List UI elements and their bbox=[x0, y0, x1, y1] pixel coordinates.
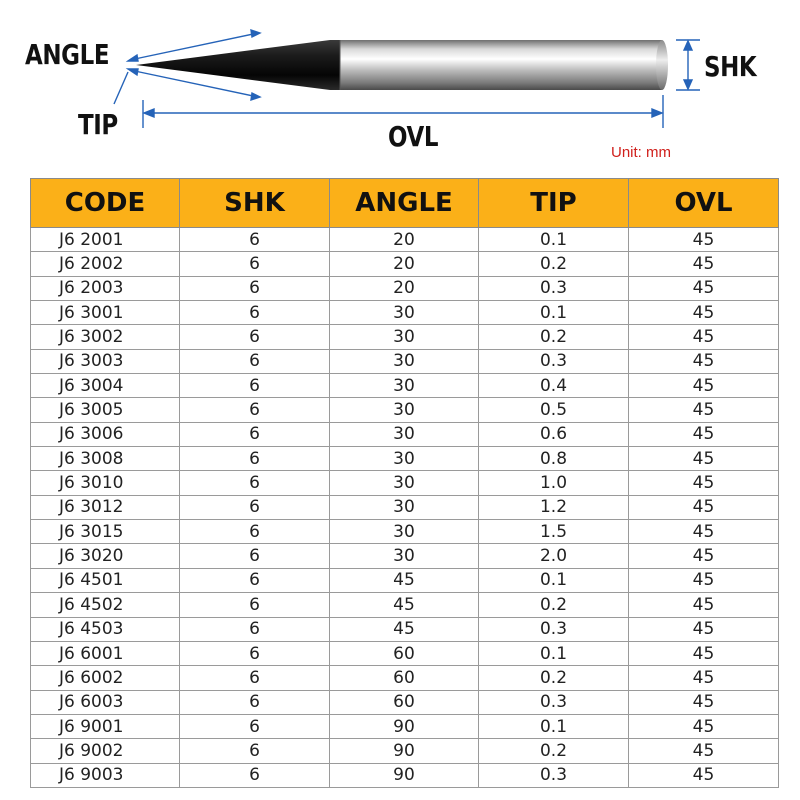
cell-code: J6 3002 bbox=[31, 325, 180, 349]
cell-shk: 6 bbox=[180, 495, 330, 519]
column-header-tip: TIP bbox=[479, 179, 629, 228]
cell-shk: 6 bbox=[180, 398, 330, 422]
cell-ovl: 45 bbox=[629, 641, 779, 665]
tip-label: TIP bbox=[78, 108, 118, 141]
cell-shk: 6 bbox=[180, 520, 330, 544]
shk-label: SHK bbox=[704, 50, 757, 83]
column-header-shk: SHK bbox=[180, 179, 330, 228]
table-row bbox=[31, 252, 779, 276]
cell-tip: 0.3 bbox=[479, 763, 629, 787]
cell-shk: 6 bbox=[180, 568, 330, 592]
table-row bbox=[31, 690, 779, 714]
cell-code: J6 3012 bbox=[31, 495, 180, 519]
cell-code: J6 3006 bbox=[31, 422, 180, 446]
cell-tip: 0.2 bbox=[479, 325, 629, 349]
cell-ovl: 45 bbox=[629, 349, 779, 373]
cell-tip: 0.3 bbox=[479, 690, 629, 714]
cell-code: J6 3020 bbox=[31, 544, 180, 568]
table-header-row bbox=[31, 179, 779, 228]
table-row bbox=[31, 276, 779, 300]
column-header-angle: ANGLE bbox=[330, 179, 479, 228]
cell-shk: 6 bbox=[180, 374, 330, 398]
cell-shk: 6 bbox=[180, 763, 330, 787]
cell-tip: 0.3 bbox=[479, 617, 629, 641]
cell-ovl: 45 bbox=[629, 495, 779, 519]
cell-shk: 6 bbox=[180, 544, 330, 568]
cell-code: J6 6001 bbox=[31, 641, 180, 665]
table-row bbox=[31, 471, 779, 495]
cell-angle: 30 bbox=[330, 544, 479, 568]
cell-tip: 1.5 bbox=[479, 520, 629, 544]
cell-tip: 0.1 bbox=[479, 641, 629, 665]
cell-code: J6 6003 bbox=[31, 690, 180, 714]
cell-ovl: 45 bbox=[629, 690, 779, 714]
cell-code: J6 3005 bbox=[31, 398, 180, 422]
cell-ovl: 45 bbox=[629, 252, 779, 276]
cell-tip: 0.1 bbox=[479, 301, 629, 325]
cell-ovl: 45 bbox=[629, 593, 779, 617]
cell-angle: 90 bbox=[330, 763, 479, 787]
cell-shk: 6 bbox=[180, 617, 330, 641]
cell-tip: 1.2 bbox=[479, 495, 629, 519]
cell-shk: 6 bbox=[180, 422, 330, 446]
cell-ovl: 45 bbox=[629, 568, 779, 592]
cell-angle: 30 bbox=[330, 349, 479, 373]
cell-tip: 0.6 bbox=[479, 422, 629, 446]
cell-angle: 45 bbox=[330, 617, 479, 641]
cell-shk: 6 bbox=[180, 349, 330, 373]
cell-angle: 45 bbox=[330, 568, 479, 592]
spec-table bbox=[30, 178, 779, 788]
table-row bbox=[31, 544, 779, 568]
cell-code: J6 3001 bbox=[31, 301, 180, 325]
cell-angle: 30 bbox=[330, 374, 479, 398]
table-row bbox=[31, 568, 779, 592]
cell-code: J6 2003 bbox=[31, 276, 180, 300]
cell-ovl: 45 bbox=[629, 544, 779, 568]
cell-ovl: 45 bbox=[629, 666, 779, 690]
cell-code: J6 3015 bbox=[31, 520, 180, 544]
cell-shk: 6 bbox=[180, 301, 330, 325]
table-row bbox=[31, 714, 779, 738]
table-row bbox=[31, 593, 779, 617]
cell-code: J6 3003 bbox=[31, 349, 180, 373]
cell-code: J6 4503 bbox=[31, 617, 180, 641]
table-row bbox=[31, 447, 779, 471]
cell-ovl: 45 bbox=[629, 447, 779, 471]
cell-tip: 0.1 bbox=[479, 228, 629, 252]
column-header-ovl: OVL bbox=[629, 179, 779, 228]
cell-shk: 6 bbox=[180, 471, 330, 495]
cell-code: J6 2002 bbox=[31, 252, 180, 276]
cell-ovl: 45 bbox=[629, 714, 779, 738]
table-row bbox=[31, 739, 779, 763]
cell-angle: 20 bbox=[330, 252, 479, 276]
cell-code: J6 3008 bbox=[31, 447, 180, 471]
cell-tip: 0.2 bbox=[479, 666, 629, 690]
table-row bbox=[31, 374, 779, 398]
table-row bbox=[31, 228, 779, 252]
cell-angle: 30 bbox=[330, 447, 479, 471]
cell-tip: 0.3 bbox=[479, 349, 629, 373]
cell-ovl: 45 bbox=[629, 471, 779, 495]
cell-tip: 0.5 bbox=[479, 398, 629, 422]
cell-shk: 6 bbox=[180, 276, 330, 300]
cell-ovl: 45 bbox=[629, 422, 779, 446]
table-row bbox=[31, 422, 779, 446]
cell-ovl: 45 bbox=[629, 301, 779, 325]
cell-ovl: 45 bbox=[629, 617, 779, 641]
cell-tip: 0.1 bbox=[479, 714, 629, 738]
table-row bbox=[31, 495, 779, 519]
cell-tip: 0.3 bbox=[479, 276, 629, 300]
tool-diagram bbox=[0, 0, 800, 172]
table-row bbox=[31, 301, 779, 325]
table-row bbox=[31, 520, 779, 544]
cell-shk: 6 bbox=[180, 666, 330, 690]
cell-shk: 6 bbox=[180, 325, 330, 349]
ovl-label: OVL bbox=[388, 120, 439, 153]
cell-ovl: 45 bbox=[629, 398, 779, 422]
cell-code: J6 2001 bbox=[31, 228, 180, 252]
cell-tip: 0.8 bbox=[479, 447, 629, 471]
cell-shk: 6 bbox=[180, 714, 330, 738]
table-row bbox=[31, 617, 779, 641]
cell-angle: 30 bbox=[330, 301, 479, 325]
cell-angle: 60 bbox=[330, 690, 479, 714]
cell-shk: 6 bbox=[180, 690, 330, 714]
cell-ovl: 45 bbox=[629, 520, 779, 544]
cell-code: J6 4501 bbox=[31, 568, 180, 592]
cell-angle: 20 bbox=[330, 228, 479, 252]
cell-tip: 0.2 bbox=[479, 252, 629, 276]
cell-angle: 30 bbox=[330, 325, 479, 349]
cell-tip: 0.2 bbox=[479, 593, 629, 617]
cell-code: J6 9001 bbox=[31, 714, 180, 738]
cell-code: J6 9002 bbox=[31, 739, 180, 763]
angle-label: ANGLE bbox=[25, 38, 110, 71]
cell-ovl: 45 bbox=[629, 374, 779, 398]
cell-code: J6 9003 bbox=[31, 763, 180, 787]
cell-code: J6 6002 bbox=[31, 666, 180, 690]
cell-shk: 6 bbox=[180, 641, 330, 665]
table-row bbox=[31, 641, 779, 665]
table-row bbox=[31, 349, 779, 373]
cell-angle: 30 bbox=[330, 495, 479, 519]
cell-angle: 30 bbox=[330, 520, 479, 544]
cell-shk: 6 bbox=[180, 228, 330, 252]
table-row bbox=[31, 763, 779, 787]
cell-angle: 45 bbox=[330, 593, 479, 617]
cell-ovl: 45 bbox=[629, 739, 779, 763]
table-row bbox=[31, 398, 779, 422]
cell-angle: 90 bbox=[330, 714, 479, 738]
cell-angle: 60 bbox=[330, 641, 479, 665]
cell-tip: 2.0 bbox=[479, 544, 629, 568]
cell-angle: 60 bbox=[330, 666, 479, 690]
cell-tip: 1.0 bbox=[479, 471, 629, 495]
cell-code: J6 4502 bbox=[31, 593, 180, 617]
column-header-code: CODE bbox=[31, 179, 180, 228]
cell-shk: 6 bbox=[180, 252, 330, 276]
cell-ovl: 45 bbox=[629, 276, 779, 300]
cell-ovl: 45 bbox=[629, 228, 779, 252]
cell-shk: 6 bbox=[180, 593, 330, 617]
cell-angle: 20 bbox=[330, 276, 479, 300]
table-row bbox=[31, 325, 779, 349]
cell-ovl: 45 bbox=[629, 325, 779, 349]
cell-shk: 6 bbox=[180, 739, 330, 763]
unit-note: Unit: mm bbox=[611, 144, 671, 161]
cell-shk: 6 bbox=[180, 447, 330, 471]
cell-angle: 30 bbox=[330, 422, 479, 446]
cell-angle: 30 bbox=[330, 398, 479, 422]
cell-code: J6 3004 bbox=[31, 374, 180, 398]
cell-tip: 0.4 bbox=[479, 374, 629, 398]
table-row bbox=[31, 666, 779, 690]
cell-code: J6 3010 bbox=[31, 471, 180, 495]
cell-angle: 90 bbox=[330, 739, 479, 763]
cell-tip: 0.2 bbox=[479, 739, 629, 763]
cell-tip: 0.1 bbox=[479, 568, 629, 592]
cell-ovl: 45 bbox=[629, 763, 779, 787]
cell-angle: 30 bbox=[330, 471, 479, 495]
